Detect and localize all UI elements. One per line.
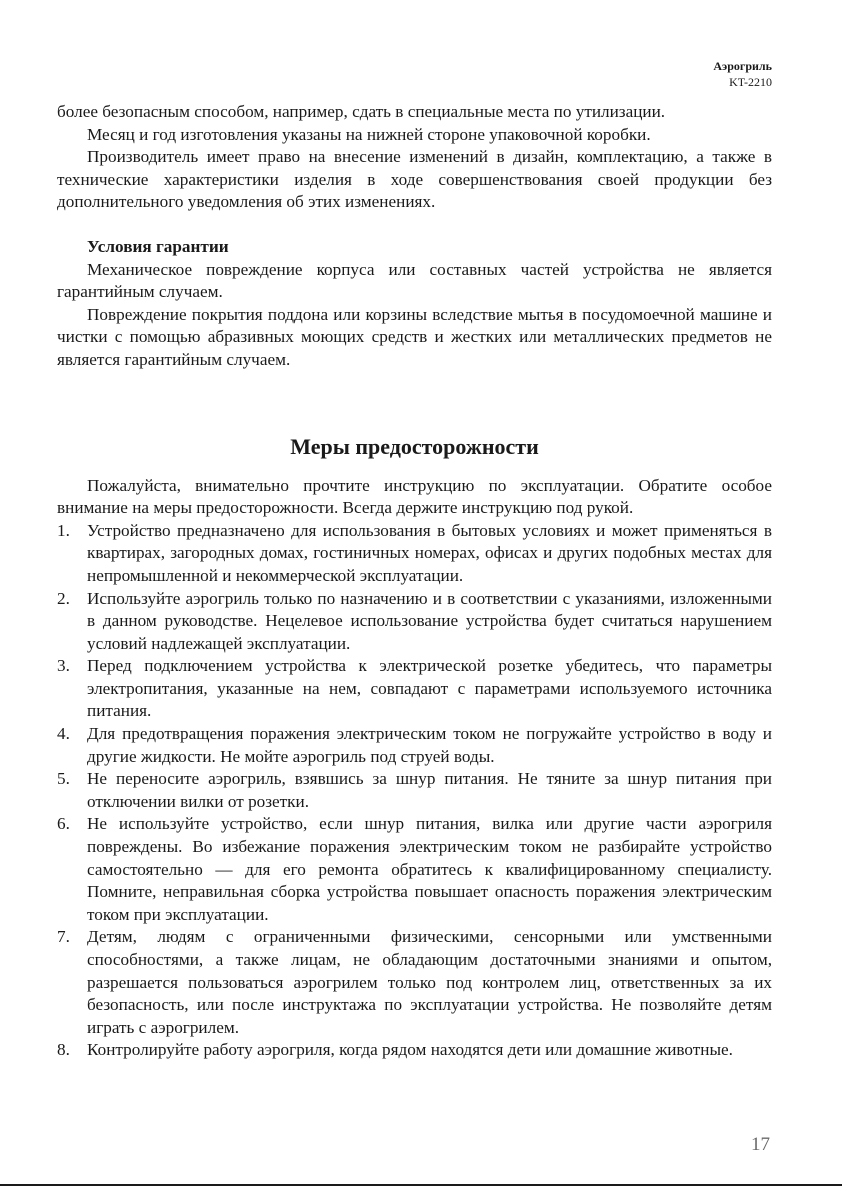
running-header [713,58,772,90]
list-item-text: Детям, людям с ограниченными физическими, сенсорными или умственными способностями, а также лицам, не обладающим достаточными знаниями и опытом, разрешается пользоваться аэрогрилем только под контролем лиц, ответственных за их безопасность, или после инструктажа по эксплуатации устройства. Не позволяйте детям играть с аэрогрилем. [87,927,772,1037]
list-item-text: Контролируйте работу аэрогриля, когда рядом находятся дети или домашние животные. [87,1040,733,1060]
safety-heading: Меры предосторожности [290,433,539,459]
header-brand: Аэрогриль [713,59,772,73]
list-item-text: Не переносите аэрогриль, взявшись за шнур питания. Не тяните за шнур питания при отключении вилки от розетки. [87,769,772,811]
safety-intro: Пожалуйста, внимательно прочтите инструкцию по эксплуатации. Обратите особое внимание на меры предосторожности. Всегда держите инструкцию под рукой. [57,475,772,518]
list-item-text: Не используйте устройство, если шнур питания, вилка или другие части аэрогриля повреждены. Во избежание поражения электрическим током не разбирайте устройство самостоятельно — для его ремонта обратитесь к квалифицированному специалисту. Помните, неправильная сборка устройства повышает опасность поражения электрическим током при эксплуатации. [87,814,772,924]
list-item-text: Для предотвращения поражения электрическим током не погружайте устройство в воду и другие жидкости. Не мойте аэрогриль под струей воды. [87,724,772,766]
list-item [57,655,772,723]
list-item [57,926,772,1039]
list-item-number: 6. [57,814,70,834]
list-item-number: 2. [57,588,70,608]
list-item [57,768,772,813]
header-model: KT-2210 [729,75,772,89]
list-item-number: 1. [57,520,70,540]
list-item [57,813,772,926]
page-number: 17 [751,1134,770,1155]
list-item-text: Используйте аэрогриль только по назначению и в соответствии с указаниями, изложенными в данном руководстве. Нецелевое использование устройства будет считаться нарушением условий надлежащей эксплуатации. [87,588,772,653]
list-item-text: Перед подключением устройства к электрической розетке убедитесь, что параметры электропитания, указанные на нем, совпадают с параметрами используемого источника питания. [87,656,772,721]
list-item [57,588,772,656]
warranty-heading: Условия гарантии [87,236,229,256]
warranty-paragraph-1: Механическое повреждение корпуса или составных частей устройства не является гарантийным случаем. [57,259,772,302]
list-item-number: 4. [57,724,70,744]
intro-paragraph-2: Месяц и год изготовления указаны на нижней стороне упаковочной коробки. [87,124,651,144]
safety-list [57,520,772,1062]
intro-paragraph-1: более безопасным способом, например, сдать в специальные места по утилизации. [57,102,666,121]
warranty-paragraph-2: Повреждение покрытия поддона или корзины вследствие мытья в посудомоечной машине и чистки с помощью абразивных моющих средств и жестких или металлических предметов не является гарантийным случаем. [57,304,772,369]
list-item-text: Устройство предназначено для использования в бытовых условиях и может применяться в квартирах, загородных домах, гостиничных номерах, офисах и других подобных местах для непромышленной и некоммерческой эксплуатации. [87,520,772,585]
list-item [57,520,772,588]
list-item-number: 8. [57,1040,70,1060]
list-item-number: 3. [57,656,70,676]
list-item-number: 7. [57,927,70,947]
list-item [57,1039,772,1062]
page-content [57,101,772,1062]
list-item-number: 5. [57,769,70,789]
intro-paragraph-3: Производитель имеет право на внесение изменений в дизайн, комплектацию, а также в технические характеристики изделия в ходе совершенствования своей продукции без дополнительного уведомления об этих изменениях. [57,147,772,212]
bottom-divider [0,1184,842,1186]
list-item [57,723,772,768]
